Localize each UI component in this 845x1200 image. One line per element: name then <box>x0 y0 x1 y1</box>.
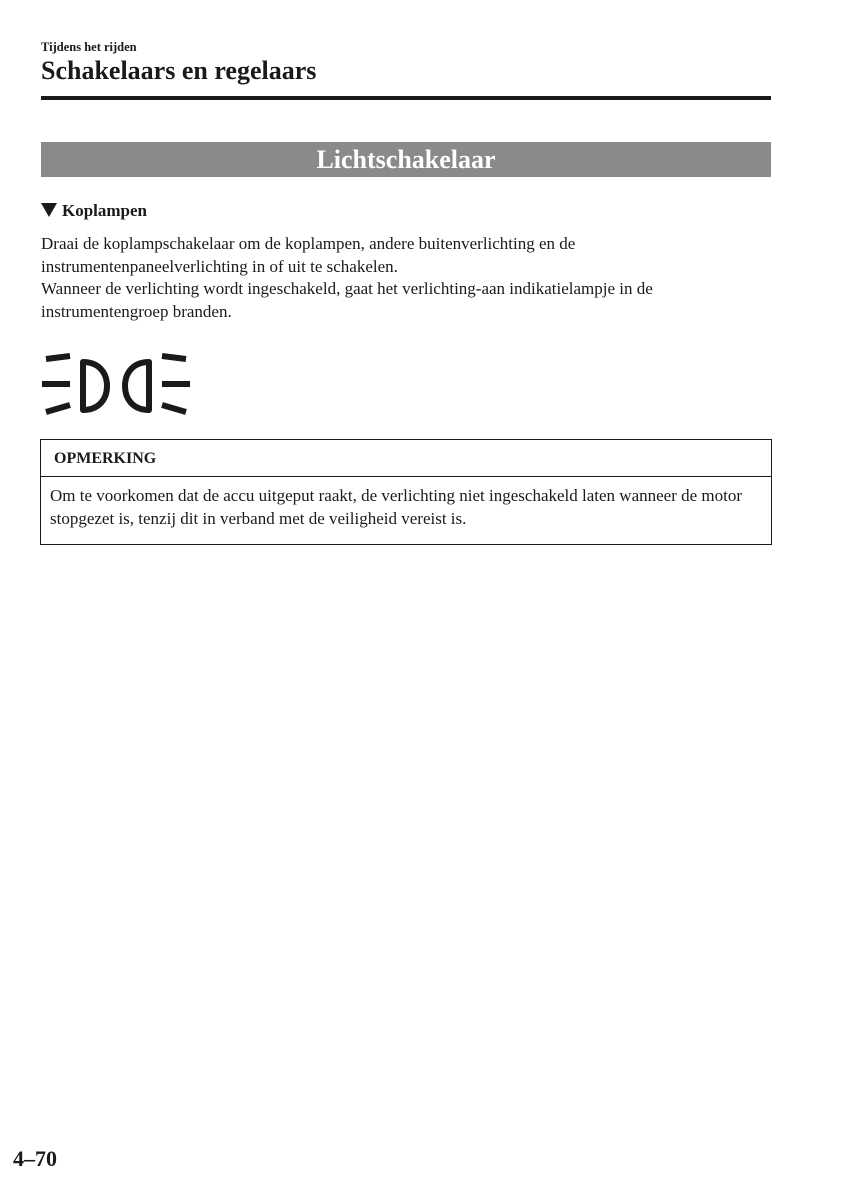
subsection-title: Koplampen <box>62 201 148 220</box>
paragraph: Wanneer de verlichting wordt ingeschakeld, gaat het verlichting-aan indikatielampje in de instrumentengroep branden. <box>41 279 653 321</box>
page-title: Schakelaars en regelaars <box>41 56 317 85</box>
note-box <box>40 439 772 545</box>
note-heading: OPMERKING <box>41 440 771 477</box>
subsection-heading <box>41 199 147 223</box>
breadcrumb: Tijdens het rijden <box>41 40 137 54</box>
body-text <box>41 233 781 323</box>
triangle-down-icon <box>41 203 57 217</box>
page-number: 4–70 <box>13 1146 57 1171</box>
note-text: Om te voorkomen dat de accu uitgeput raakt, de verlichting niet ingeschakeld laten wanneer de motor stopgezet is, tenzij dit in verband met de veiligheid vereist is. <box>50 486 743 528</box>
title-divider <box>41 96 771 100</box>
section-title: Lichtschakelaar <box>41 142 771 177</box>
paragraph: Draai de koplampschakelaar om de koplampen, andere buitenverlichting en de instrumentenpaneelverlichting in of uit te schakelen. <box>41 234 576 276</box>
headlamp-indicator-icon <box>40 350 192 422</box>
